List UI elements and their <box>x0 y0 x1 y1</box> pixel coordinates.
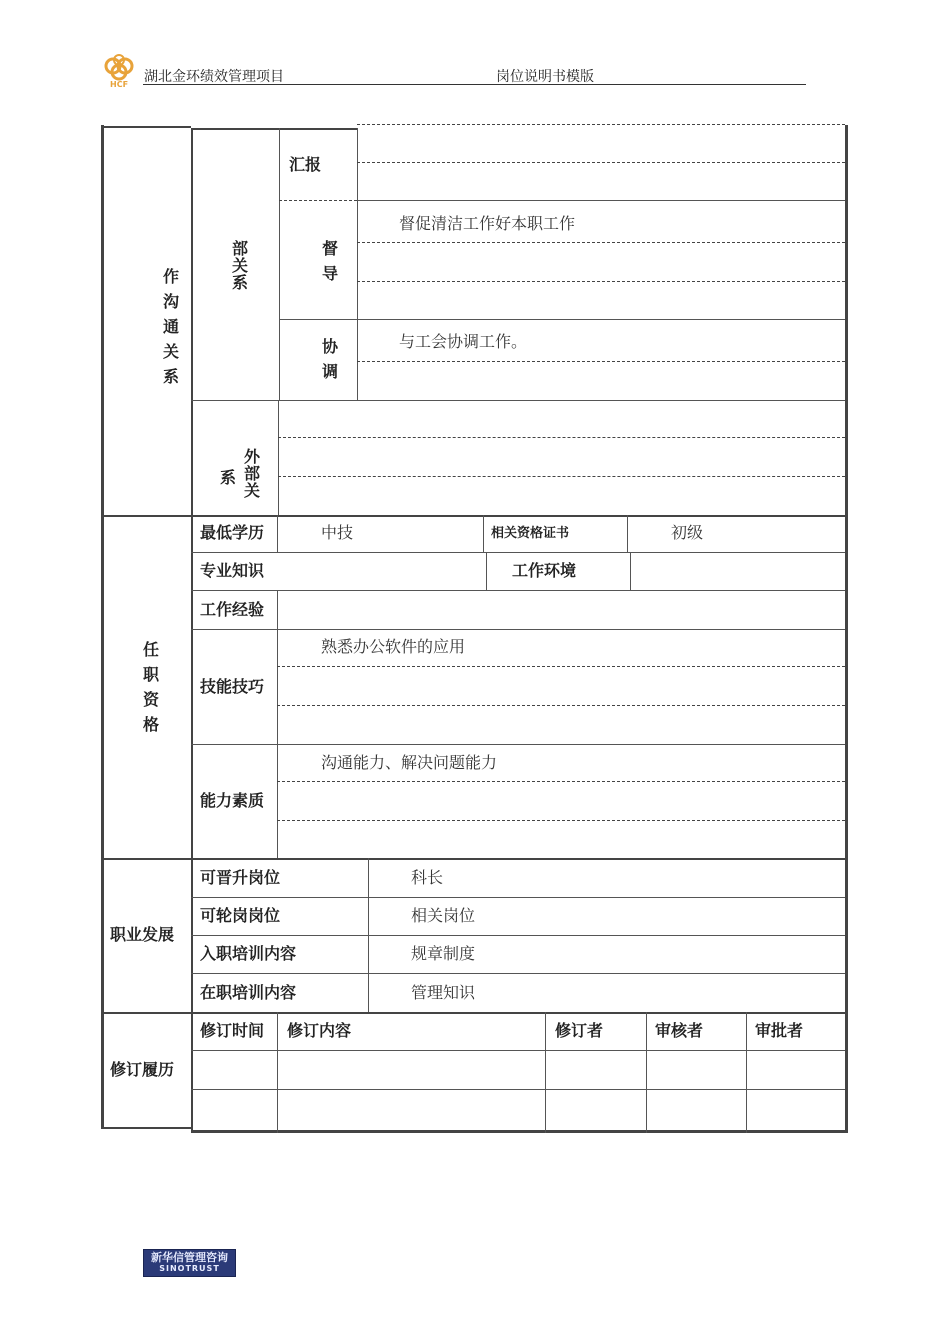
qualifications-section-label: 任职资格 <box>142 640 159 734</box>
document-title: 岗位说明书模版 <box>496 70 594 85</box>
environment-label: 工作环境 <box>512 561 577 580</box>
career-row-label: 入职培训内容 <box>200 944 297 963</box>
logo-text: HCF <box>110 80 129 89</box>
knowledge-label: 专业知识 <box>200 561 265 580</box>
career-row-value: 相关岗位 <box>411 908 476 925</box>
career-row-label: 在职培训内容 <box>200 983 297 1002</box>
external-relations-label-suffix: 系 <box>219 468 236 487</box>
revision-column-header: 修订者 <box>555 1021 604 1040</box>
career-row-value: 管理知识 <box>411 985 476 1002</box>
revision-column-header: 审批者 <box>755 1021 804 1040</box>
min-education-value: 中技 <box>321 525 354 542</box>
career-row-value: 科长 <box>411 870 444 887</box>
coordinate-label: 协调 <box>321 337 338 381</box>
career-row-label: 可轮岗岗位 <box>200 906 281 925</box>
career-section-label: 职业发展 <box>110 925 175 944</box>
min-education-label: 最低学历 <box>200 523 265 542</box>
footer-logo-cn: 新华信管理咨询 <box>151 1251 228 1264</box>
internal-relations-label: 部关系 <box>231 239 248 292</box>
ability-value: 沟通能力、解决问题能力 <box>321 755 498 772</box>
footer-logo-en: SINOTRUST <box>159 1264 220 1273</box>
certificate-label: 相关资格证书 <box>491 526 570 541</box>
revision-column-header: 修订内容 <box>287 1021 352 1040</box>
supervise-text: 督促清洁工作好本职工作 <box>399 216 576 233</box>
report-label: 汇报 <box>289 155 322 174</box>
ability-label: 能力素质 <box>200 791 265 810</box>
skills-value: 熟悉办公软件的应用 <box>321 639 466 656</box>
supervise-label: 督导 <box>321 239 338 283</box>
experience-label: 工作经验 <box>200 600 265 619</box>
career-row-label: 可晋升岗位 <box>200 868 281 887</box>
certificate-value: 初级 <box>671 525 704 542</box>
career-row-value: 规章制度 <box>411 946 476 963</box>
company-project-title: 湖北金环绩效管理项目 <box>144 70 284 85</box>
coordinate-text: 与工会协调工作。 <box>399 334 528 351</box>
revision-section-label: 修订履历 <box>110 1060 175 1079</box>
work-relations-section-label: 作沟通关系 <box>162 267 179 386</box>
external-relations-label: 外部关 <box>243 447 260 500</box>
skills-label: 技能技巧 <box>200 677 265 696</box>
revision-column-header: 修订时间 <box>200 1021 265 1040</box>
revision-column-header: 审核者 <box>655 1021 704 1040</box>
sinotrust-logo <box>143 1249 236 1277</box>
